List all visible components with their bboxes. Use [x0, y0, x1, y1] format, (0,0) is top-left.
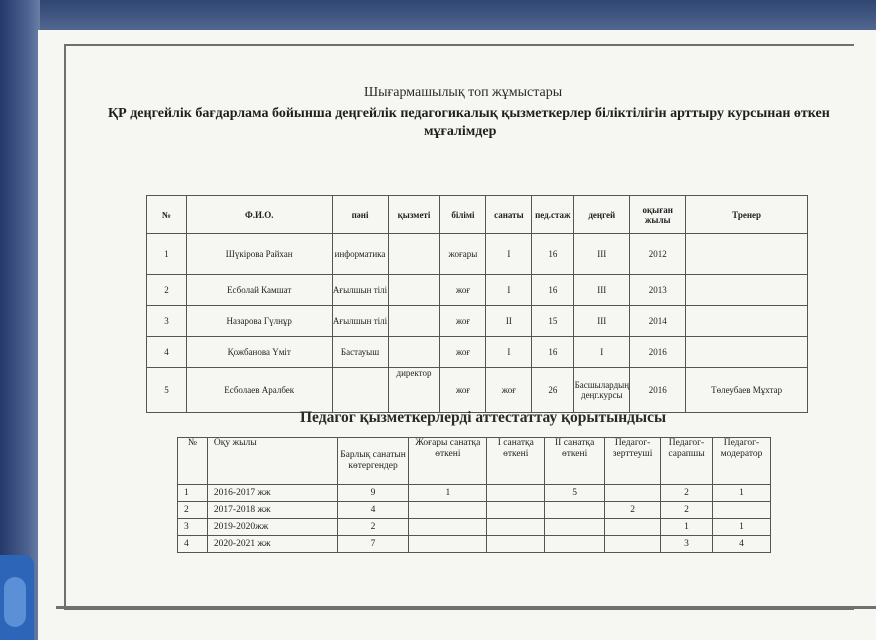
- table-cell: I: [486, 275, 532, 306]
- header-cell: деңгей: [574, 196, 630, 234]
- table-cell: [332, 368, 388, 413]
- table-cell: Қожбанова Үміт: [186, 337, 332, 368]
- table-cell: [686, 275, 808, 306]
- attestation-table: [177, 437, 771, 553]
- header-cell: санаты: [486, 196, 532, 234]
- table-cell: Ағылшын тілі: [332, 306, 388, 337]
- table-cell: жоғ: [440, 337, 486, 368]
- table-row: [147, 306, 808, 337]
- table-cell: I: [486, 337, 532, 368]
- table-cell: 1: [712, 519, 770, 536]
- table-cell: Есболаев Аралбек: [186, 368, 332, 413]
- table-cell: III: [574, 306, 630, 337]
- table-cell: 15: [532, 306, 574, 337]
- table-cell: 4: [178, 536, 208, 553]
- table-cell: 2020-2021 жж: [207, 536, 337, 553]
- table-cell: директор: [388, 368, 440, 413]
- table-cell: 16: [532, 234, 574, 275]
- header-cell: Педагог-модератор: [712, 438, 770, 485]
- table-row: [147, 234, 808, 275]
- table-cell: 2016: [630, 337, 686, 368]
- header-cell: Оқу жылы: [207, 438, 337, 485]
- table-cell: [409, 502, 487, 519]
- table-cell: 16: [532, 337, 574, 368]
- table-cell: [487, 502, 545, 519]
- table-cell: [487, 485, 545, 502]
- table-cell: 2017-2018 жж: [207, 502, 337, 519]
- header-cell: Педагог-сарапшы: [661, 438, 713, 485]
- table-cell: I: [486, 234, 532, 275]
- table-cell: жоғ: [486, 368, 532, 413]
- table-cell: 2013: [630, 275, 686, 306]
- header-cell: II санатқа өткені: [545, 438, 605, 485]
- table-cell: II: [486, 306, 532, 337]
- table-cell: 3: [178, 519, 208, 536]
- teachers-table-header: [147, 196, 808, 234]
- page-frame-bottom: [56, 606, 876, 609]
- table-cell: [388, 234, 440, 275]
- table-cell: [686, 306, 808, 337]
- table-cell: [605, 519, 661, 536]
- table-cell: жоғары: [440, 234, 486, 275]
- table-cell: III: [574, 275, 630, 306]
- plastic-sleeve-left: [0, 0, 40, 640]
- table-cell: [605, 536, 661, 553]
- table-row: [178, 485, 771, 502]
- table-cell: 2: [147, 275, 187, 306]
- table-cell: 1: [178, 485, 208, 502]
- table-cell: 2014: [630, 306, 686, 337]
- attestation-table-header: [178, 438, 771, 485]
- table-cell: [487, 519, 545, 536]
- table-cell: Төлеубаев Мұхтар: [686, 368, 808, 413]
- table-cell: 1: [661, 519, 713, 536]
- table-row: [178, 536, 771, 553]
- table-cell: [388, 275, 440, 306]
- table-cell: [712, 502, 770, 519]
- table-cell: [545, 502, 605, 519]
- subtitle-line-1: ҚР деңгейлік бағдарлама бойынша деңгейлік педагогикалық қызметкерлер біліктілігін арттыру курсынан өткен: [108, 106, 830, 121]
- table-cell: 7: [337, 536, 409, 553]
- header-cell: Ф.И.О.: [186, 196, 332, 234]
- table-cell: [605, 485, 661, 502]
- table-cell: жоғ: [440, 306, 486, 337]
- table-cell: Есболай Камшат: [186, 275, 332, 306]
- header-cell: қызметі: [388, 196, 440, 234]
- document-title: Шығармашылық топ жұмыстары: [364, 85, 563, 100]
- attestation-section-title: Педагог қызметкерлерді аттестаттау қорытындысы: [300, 409, 667, 426]
- table-cell: 2019-2020жж: [207, 519, 337, 536]
- table-cell: Назарова Гүлнұр: [186, 306, 332, 337]
- table-cell: [409, 519, 487, 536]
- table-cell: 1: [147, 234, 187, 275]
- table-cell: 2: [337, 519, 409, 536]
- document-subtitle: [108, 105, 876, 141]
- header-cell: Барлық санатын көтергендер: [337, 438, 409, 485]
- table-cell: 2016: [630, 368, 686, 413]
- table-cell: Басшылардың деңг.курсы: [574, 368, 630, 413]
- table-cell: информатика: [332, 234, 388, 275]
- table-cell: 2: [661, 502, 713, 519]
- table-cell: 9: [337, 485, 409, 502]
- table-cell: 5: [147, 368, 187, 413]
- table-cell: 2: [605, 502, 661, 519]
- table-cell: [388, 306, 440, 337]
- teachers-table: [146, 195, 808, 413]
- table-cell: [686, 234, 808, 275]
- table-cell: Шүкірова Райхан: [186, 234, 332, 275]
- table-cell: I: [574, 337, 630, 368]
- table-cell: [545, 536, 605, 553]
- table-cell: [409, 536, 487, 553]
- table-row: [178, 502, 771, 519]
- table-cell: [545, 519, 605, 536]
- table-cell: 2012: [630, 234, 686, 275]
- header-cell: №: [178, 438, 208, 485]
- header-cell: Жоғары санатқа өткені: [409, 438, 487, 485]
- table-cell: 1: [712, 485, 770, 502]
- table-cell: 2: [178, 502, 208, 519]
- header-cell: пед.стаж: [532, 196, 574, 234]
- table-cell: 2: [661, 485, 713, 502]
- header-cell: Педагог-зерттеуші: [605, 438, 661, 485]
- table-cell: [487, 536, 545, 553]
- header-cell: №: [147, 196, 187, 234]
- table-cell: жоғ: [440, 368, 486, 413]
- table-cell: жоғ: [440, 275, 486, 306]
- header-cell: оқыған жылы: [630, 196, 686, 234]
- table-cell: 3: [147, 306, 187, 337]
- table-cell: 4: [337, 502, 409, 519]
- table-cell: 3: [661, 536, 713, 553]
- table-cell: 1: [409, 485, 487, 502]
- table-cell: 26: [532, 368, 574, 413]
- table-cell: 4: [147, 337, 187, 368]
- table-row: [147, 368, 808, 413]
- header-cell: пәні: [332, 196, 388, 234]
- header-cell: I санатқа өткені: [487, 438, 545, 485]
- subtitle-line-2: мұғалімдер: [424, 124, 497, 139]
- header-cell: білімі: [440, 196, 486, 234]
- table-row: [147, 275, 808, 306]
- table-cell: III: [574, 234, 630, 275]
- table-cell: 2016-2017 жж: [207, 485, 337, 502]
- table-cell: Ағылшын тілі: [332, 275, 388, 306]
- table-cell: 16: [532, 275, 574, 306]
- binder-tab: [0, 555, 34, 640]
- table-cell: Бастауыш: [332, 337, 388, 368]
- table-cell: 4: [712, 536, 770, 553]
- header-cell: Тренер: [686, 196, 808, 234]
- table-cell: [388, 337, 440, 368]
- table-cell: 5: [545, 485, 605, 502]
- table-row: [178, 519, 771, 536]
- table-row: [147, 337, 808, 368]
- table-cell: [686, 337, 808, 368]
